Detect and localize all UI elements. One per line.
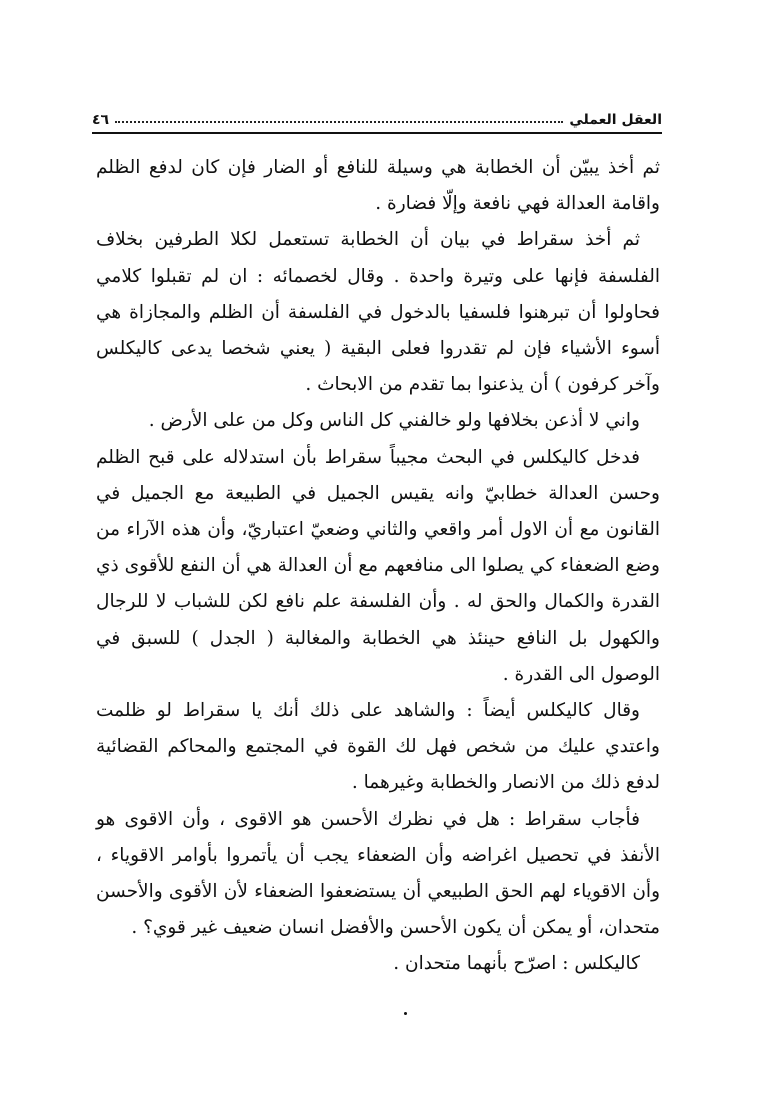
running-header-title: العقل العملي xyxy=(569,112,662,128)
stray-ink-dot xyxy=(404,1012,407,1015)
paragraph: فدخل كاليكلس في البحث مجيباً سقراط بأن استدلاله على قبح الظلم وحسن العدالة خطابيّ وانه يقيس الجميل في الطبيعة مع الجميل في القانون مع أن الاول أمر واقعي والثاني وضعيّ اعتباريّ، وأن هذه الآراء من وضع الضعفاء كي يصلوا الى منافعهم مع أن العدالة هي أن النفع للأقوى ذي القدرة والكمال والحق له . وأن الفلسفة علم نافع لكن للشباب لا للرجال والكهول بل النافع حينئذ هي الخطابة والمغالبة ( الجدل ) للسبق في الوصول الى القدرة . xyxy=(96,446,660,685)
running-header xyxy=(92,98,662,132)
page-number: ٤٦ xyxy=(92,112,110,128)
paragraph: ثم أخذ يبيّن أن الخطابة هي وسيلة للنافع أو الضار فإن كان لدفع الظلم واقامة العدالة فهي نافعة وإلّا فضارة . xyxy=(96,157,660,215)
paragraph: كاليكلس : اصرّح بأنهما متحدان . xyxy=(393,953,640,975)
paragraph: واني لا أذعن بخلافها ولو خالفني كل الناس وكل من على الأرض . xyxy=(148,410,640,432)
body-text xyxy=(96,150,660,983)
header-dot-leader xyxy=(115,121,563,123)
paragraph: فأجاب سقراط : هل في نظرك الأحسن هو الاقوى ، وأن الاقوى هو الأنفذ في تحصيل اغراضه وأن الضعفاء يجب أن يأتمروا بأوامر الاقوياء ، وأن الاقوياء لهم الحق الطبيعي أن يستضعفوا الضعفاء لأن الأقوى والأحسن متحدان، أو يمكن أن يكون الأحسن والأفضل انسان ضعيف غير قوي؟ . xyxy=(96,808,660,939)
paragraph: وقال كاليكلس أيضاً : والشاهد على ذلك أنك يا سقراط لو ظلمت واعتدي عليك من شخص فهل لك القوة في المجتمع والمحاكم القضائية لدفع ذلك من الانصار والخطابة وغيرهما . xyxy=(96,700,660,794)
header-rule xyxy=(92,132,662,134)
paragraph: ثم أخذ سقراط في بيان أن الخطابة تستعمل لكلا الطرفين بخلاف الفلسفة فإنها على وتيرة واحدة . وقال لخصمائه : ان لم تقبلوا كلامي فحاولوا أن تبرهنوا فلسفيا بالدخول في الفلسفة أن الظلم والمجازاة هي أسوء الأشياء فإن لم تقدروا فعلى البقية ( يعني شخصا يدعى كاليكلس وآخر كرفون ) أن يذعنوا بما تقدم من الابحاث . xyxy=(96,229,660,396)
